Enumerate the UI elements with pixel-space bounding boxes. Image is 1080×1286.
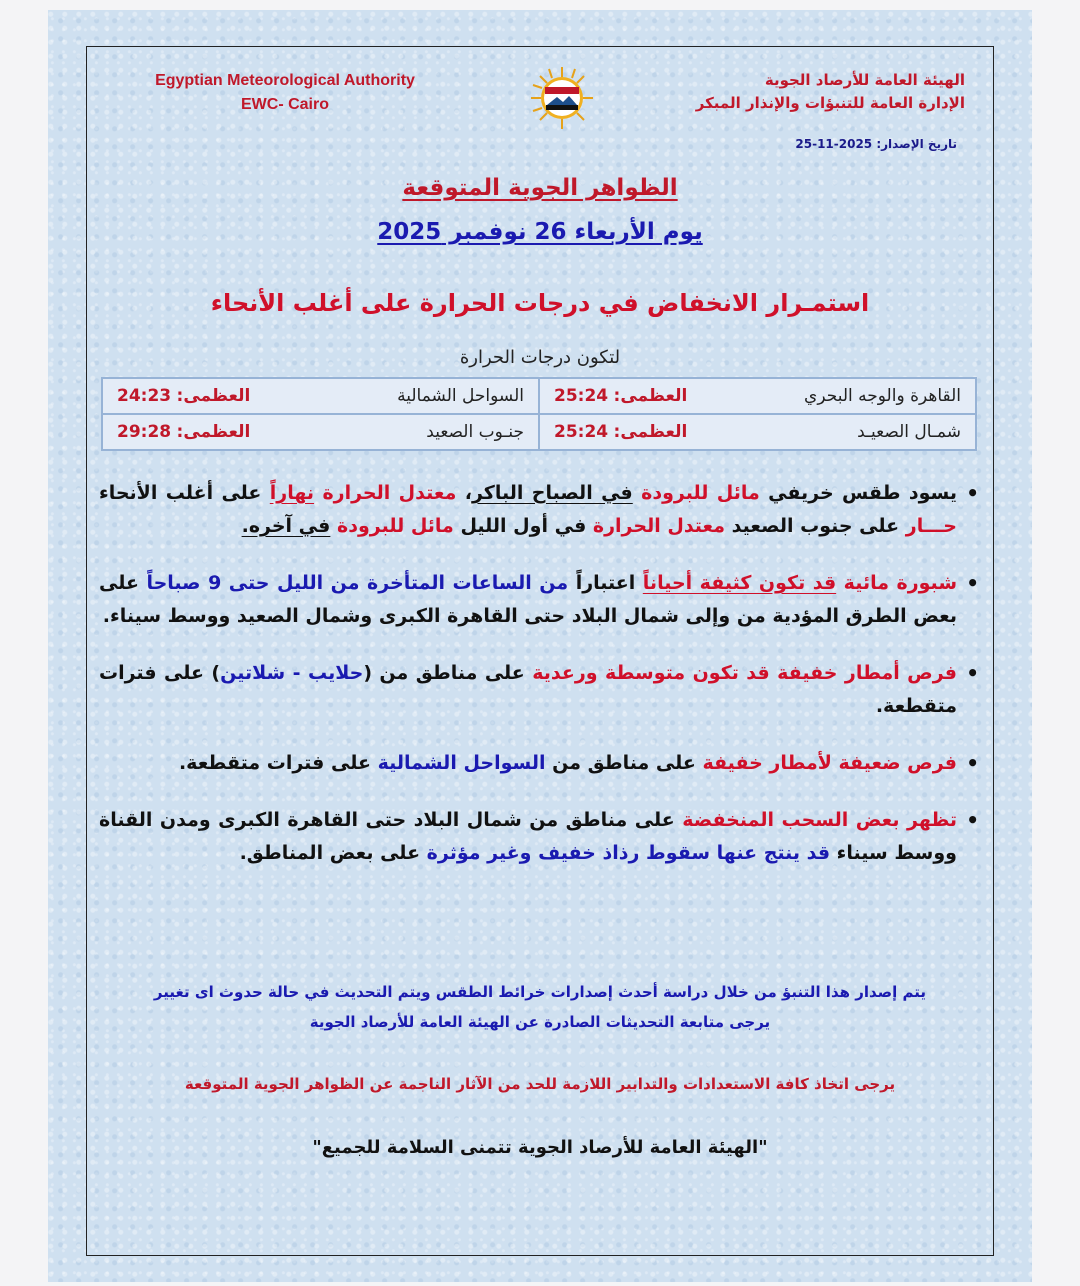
list-item: • فرص أمطار خفيفة قد تكون متوسطة ورعدية على مناطق من (حلايب - شلاتين) على فترات متقطعة. bbox=[99, 657, 981, 723]
table-row bbox=[102, 414, 976, 450]
table-row bbox=[102, 378, 976, 414]
authority-name-en: Egyptian Meteorological Authority bbox=[155, 72, 415, 89]
max-value: 25:24 bbox=[554, 422, 609, 442]
max-value: 25:24 bbox=[554, 386, 609, 406]
center-name-en: EWC- Cairo bbox=[241, 96, 329, 113]
authority-name-ar: الهيئة العامة للأرصاد الجوية bbox=[764, 71, 965, 89]
header-english bbox=[145, 69, 425, 117]
region-name: القاهرة والوجه البحري bbox=[804, 386, 961, 406]
document-frame bbox=[86, 46, 994, 1256]
closing-message: "الهيئة العامة للأرصاد الجوية تتمنى السلامة للجميع" bbox=[312, 1137, 768, 1158]
forecast-bullets bbox=[99, 477, 981, 894]
region-name: السواحل الشمالية bbox=[397, 386, 524, 406]
document-page bbox=[48, 10, 1032, 1282]
update-notice-line: يتم إصدار هذا التنبؤ من خلال دراسة أحدث إصدارات خرائط الطقس ويتم التحديث في حالة حدوث اى تغيير bbox=[153, 983, 927, 1001]
table-cell bbox=[102, 378, 539, 414]
list-item: • فرص ضعيفة لأمطار خفيفة على مناطق من السواحل الشمالية على فترات متقطعة. bbox=[99, 747, 981, 780]
max-label: العظمى: bbox=[613, 386, 688, 406]
issue-date-value: 2025-11-25 bbox=[795, 137, 873, 151]
list-item: • تظهر بعض السحب المنخفضة على مناطق من شمال البلاد حتى القاهرة الكبرى ومدن القناة ووسط سيناء قد ينتج عنها سقوط رذاذ خفيف وغير مؤثرة على بعض المناطق. bbox=[99, 804, 981, 870]
temperature-caption: لتكون درجات الحرارة bbox=[459, 347, 621, 368]
header-arabic bbox=[665, 69, 965, 115]
table-cell bbox=[102, 414, 539, 450]
table-cell bbox=[539, 378, 976, 414]
update-notice bbox=[87, 977, 993, 1037]
max-label: العظمى: bbox=[176, 386, 251, 406]
forecast-date: يوم الأربعاء 26 نوفمبر 2025 bbox=[377, 219, 703, 245]
list-item: • يسود طقس خريفي مائل للبرودة في الصباح الباكر، معتدل الحرارة نهاراً على أغلب الأنحاء حـــار على جنوب الصعيد معتدل الحرارة في أول الليل مائل للبرودة في آخره. bbox=[99, 477, 981, 543]
table-cell bbox=[539, 414, 976, 450]
precaution-warning: يرجى اتخاذ كافة الاستعدادات والتدابير اللازمة للحد من الآثار الناجمة عن الظواهر الجوية المتوقعة bbox=[184, 1075, 896, 1093]
ema-logo-icon bbox=[529, 65, 595, 131]
max-label: العظمى: bbox=[176, 422, 251, 442]
region-name: جنـوب الصعيد bbox=[426, 422, 524, 442]
follow-updates-line: يرجى متابعة التحديثات الصادرة عن الهيئة العامة للأرصاد الجوية bbox=[309, 1013, 771, 1031]
issue-date-label: تاريخ الإصدار: bbox=[876, 137, 957, 151]
headline: استمـرار الانخفاض في درجات الحرارة على أغلب الأنحاء bbox=[210, 289, 870, 317]
list-item: • شبورة مائية قد تكون كثيفة أحياناً اعتباراً من الساعات المتأخرة من الليل حتى 9 صباحاً على بعض الطرق المؤدية من وإلى شمال البلاد حتى القاهرة الكبرى وشمال الصعيد ووسط سيناء. bbox=[99, 567, 981, 633]
department-name-ar: الإدارة العامة للتنبؤات والإنذار المبكر bbox=[695, 94, 965, 112]
max-label: العظمى: bbox=[613, 422, 688, 442]
max-value: 24:23 bbox=[117, 386, 172, 406]
temperature-table bbox=[101, 377, 977, 451]
max-value: 29:28 bbox=[117, 422, 172, 442]
issue-date bbox=[795, 137, 957, 151]
region-name: شمـال الصعيـد bbox=[857, 422, 961, 442]
page-title: الظواهر الجوية المتوقعة bbox=[402, 175, 678, 201]
